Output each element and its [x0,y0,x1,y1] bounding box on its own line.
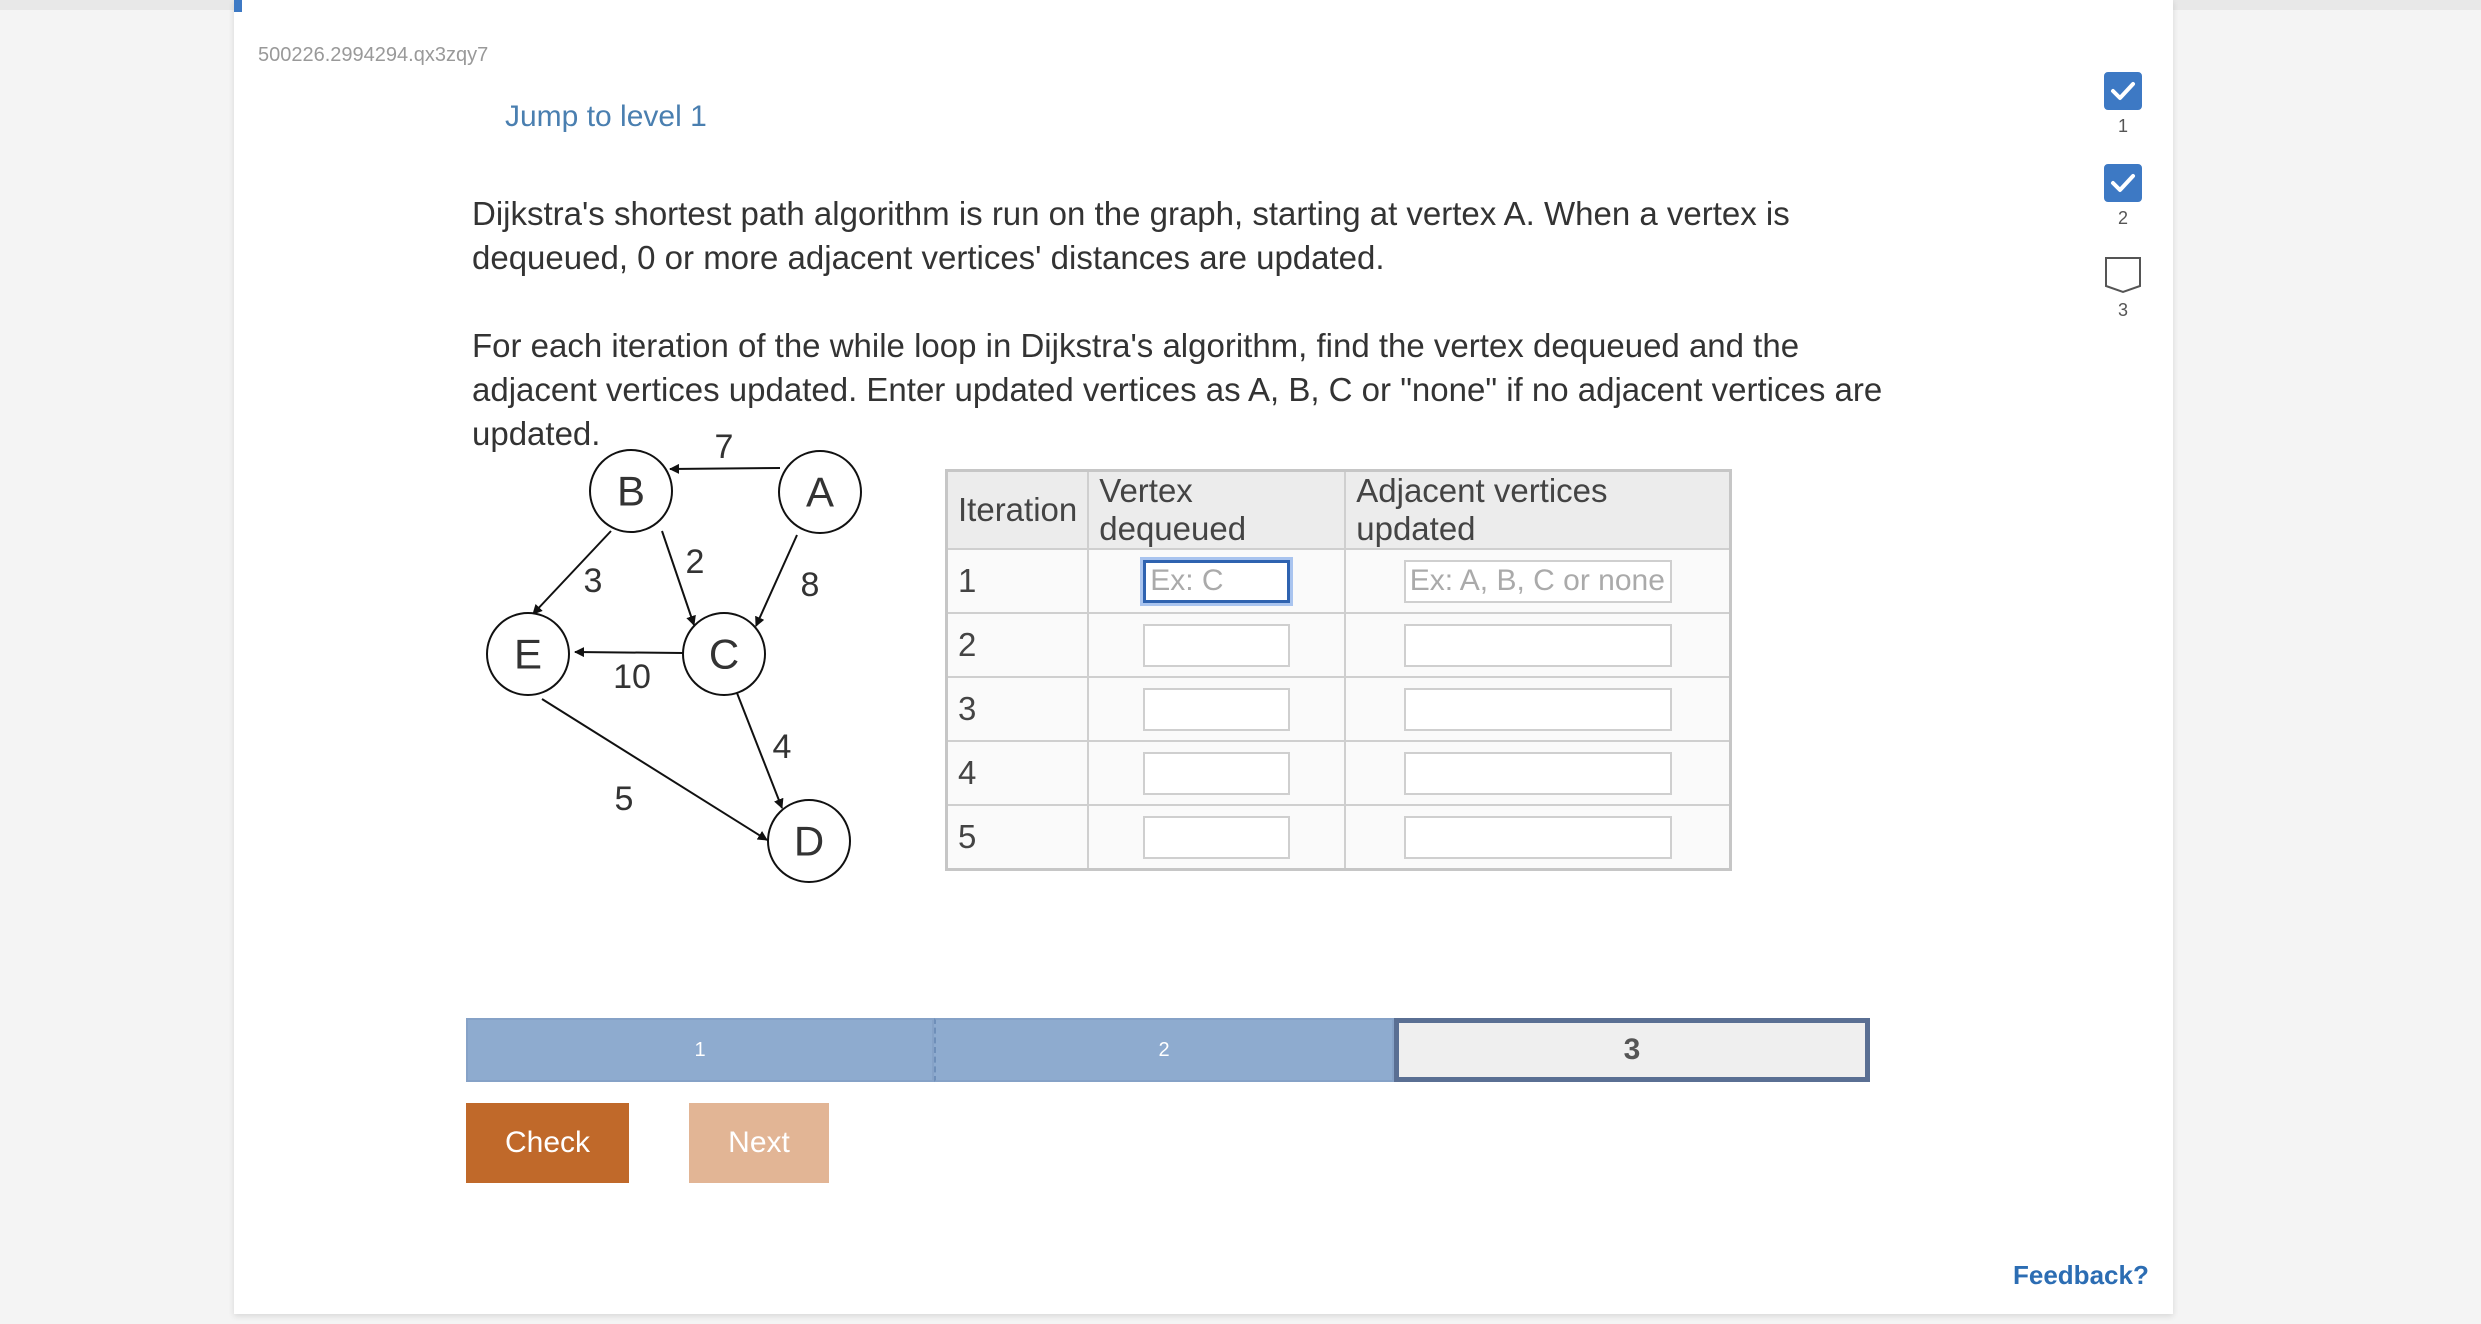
table-row [947,549,1731,613]
level-indicator-1[interactable] [2104,72,2142,137]
empty-box-icon [2104,256,2142,294]
level-segment-1[interactable]: 1 [466,1018,934,1082]
iteration-number: 2 [947,613,1089,677]
level-segment-3[interactable]: 3 [1394,1018,1870,1082]
table-row [947,805,1731,870]
instructions-paragraph-1: Dijkstra's shortest path algorithm is run on the graph, starting at vertex A. When a vertex is dequeued, 0 or more adjacent vertices' distances are updated. [472,195,1790,276]
accent-marker [234,0,242,12]
edge-weight-c-e: 10 [613,658,651,696]
adjacent-updated-input[interactable] [1404,816,1672,859]
edge-weight-a-c: 8 [800,566,820,604]
iteration-number: 5 [947,805,1089,870]
graph-diagram [480,425,880,900]
table-row [947,741,1731,805]
iteration-table [945,469,1732,871]
vertex-dequeued-input[interactable] [1143,752,1290,795]
level-indicator-3[interactable] [2104,256,2142,321]
vertex-e-label: E [513,630,543,678]
vertex-a-label: A [805,468,835,516]
iteration-table-wrap [945,469,1732,871]
adjacent-updated-input[interactable] [1404,752,1672,795]
table-row [947,677,1731,741]
level-indicator-number: 1 [2117,116,2128,136]
iteration-number: 1 [947,549,1089,613]
vertex-c-label: C [708,630,740,678]
jump-to-level-link[interactable]: Jump to level 1 [505,100,707,133]
feedback-link[interactable]: Feedback? [2013,1260,2149,1290]
vertex-dequeued-input[interactable] [1143,688,1290,731]
vertex-b-label: B [616,467,646,515]
level-progress-bar [466,1018,1870,1082]
level-indicator-2[interactable] [2104,164,2142,229]
table-row [947,613,1731,677]
vertex-dequeued-input[interactable] [1143,560,1290,603]
edge-weight-e-d: 5 [614,780,634,818]
instructions-paragraph-2: For each iteration of the while loop in Dijkstra's algorithm, find the vertex dequeued and the adjacent vertices updated. Enter updated vertices as A, B, C or "none" if no adjacent vertices are updated. [472,327,1883,452]
iteration-number: 4 [947,741,1089,805]
checked-box-icon [2104,72,2142,110]
vertex-dequeued-input[interactable] [1143,624,1290,667]
edge-weight-c-d: 4 [772,728,792,766]
edge-e-d [542,699,767,840]
header-vertex-dequeued: Vertex dequeued [1088,471,1345,550]
level-indicator-number: 2 [2117,208,2128,228]
level-indicator-number: 3 [2117,300,2128,320]
adjacent-updated-input[interactable] [1404,688,1672,731]
level-segment-2[interactable]: 2 [934,1018,1394,1082]
edge-a-b [670,468,780,469]
content-id: 500226.2994294.qx3zqy7 [258,44,489,66]
adjacent-updated-input[interactable] [1404,624,1672,667]
next-button[interactable]: Next [689,1103,829,1183]
header-iteration: Iteration [947,471,1089,550]
check-button[interactable]: Check [466,1103,629,1183]
edge-weight-b-e: 3 [583,562,603,600]
adjacent-updated-input[interactable] [1404,560,1672,603]
iteration-number: 3 [947,677,1089,741]
header-adjacent-updated: Adjacent vertices updated [1345,471,1731,550]
edge-a-c [756,535,797,626]
vertex-d-label: D [793,817,825,865]
edge-weight-a-b: 7 [714,428,734,466]
edge-c-e [575,652,683,653]
vertex-dequeued-input[interactable] [1143,816,1290,859]
checked-box-icon [2104,164,2142,202]
edge-weight-b-c: 2 [685,543,705,581]
